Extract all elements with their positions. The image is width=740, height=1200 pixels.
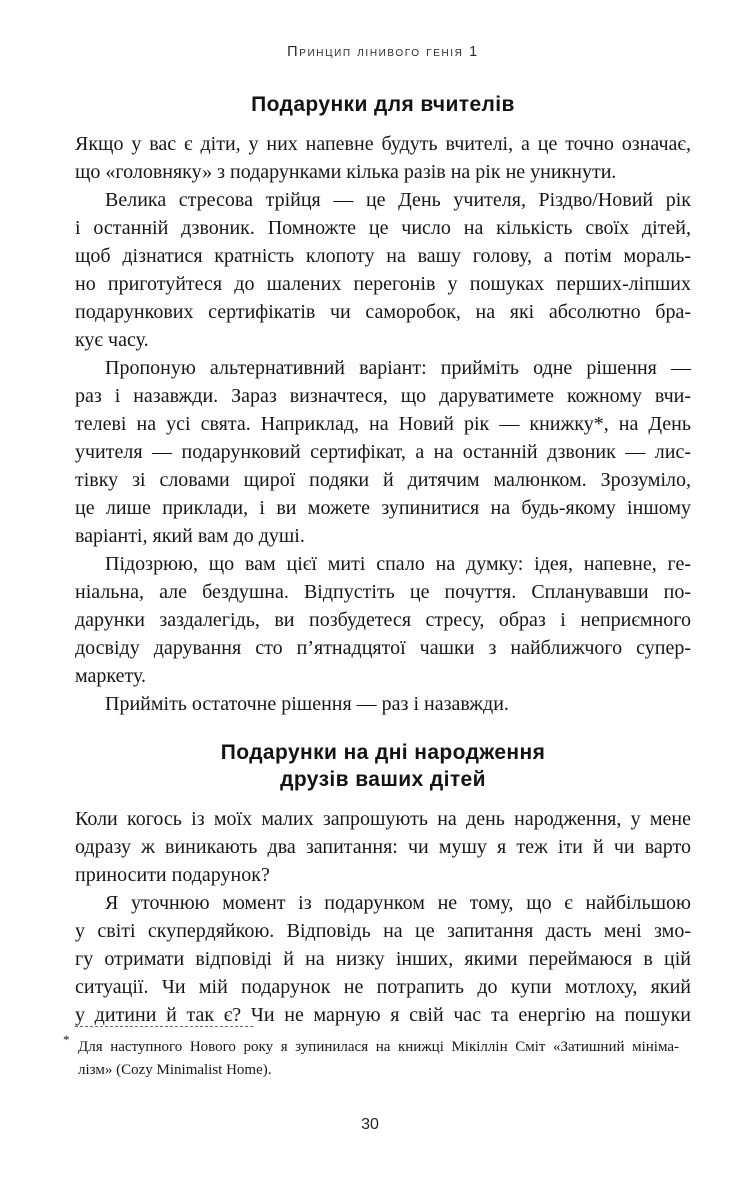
running-head: Принцип лінивого генія 1: [287, 44, 479, 60]
footnote-marker: *: [63, 1032, 70, 1047]
page-number: 30: [361, 1116, 379, 1133]
text-line: тівку зі словами щирої подяки й дитячим малюнком. Зрозуміло,: [75, 469, 691, 491]
text-line: ніальна, але бездушна. Відпустіть це почуття. Спланувавши по-: [75, 581, 691, 603]
text-line: Велика стресова трійця — це День учителя, Різдво/Новий рік: [105, 189, 691, 211]
section-heading-line: Подарунки на дні народження: [220, 741, 546, 764]
text-line: учителя — подарунковий сертифікат, а на останній дзвоник — лис-: [75, 441, 691, 463]
section-heading: [75, 739, 691, 793]
text-line: і останній дзвоник. Помножте це число на кількість своїх дітей,: [75, 217, 691, 239]
text-line: одразу ж виникають два запитання: чи мушу я теж іти й чи варто: [75, 836, 691, 858]
text-line: телеві на усі свята. Наприклад, на Новий рік — книжку*, на День: [75, 413, 691, 435]
footnote-line: лізм» (Cozy Minimalist Home).: [78, 1062, 272, 1078]
text-line: приносити подарунок?: [75, 864, 270, 886]
text-line: дарунки заздалегідь, ви позбудетеся стресу, образ і неприємного: [75, 609, 691, 631]
footnote-line: Для наступного Нового року я зупинилася на книжці Мікіллін Сміт «Затишний мініма-: [78, 1039, 679, 1055]
text-line: гу отримати відповіді й на низку інших, якими переймаюся в цій: [75, 948, 691, 970]
section-heading-line: Подарунки для вчителів: [251, 93, 515, 116]
paragraph: [75, 354, 691, 550]
footnote-separator: [75, 1026, 253, 1027]
text-line: Підозрюю, що вам цієї миті спало на думку: ідея, напевне, ге-: [105, 553, 691, 575]
text-line: у світі скупердяйкою. Відповідь на це запитання дасть мені змо-: [75, 920, 691, 942]
text-line: раз і назавжди. Зараз визначтеся, що даруватимете кожному вчи-: [75, 385, 691, 407]
text-line: маркету.: [75, 665, 146, 687]
text-line: Я уточнюю момент із подарунком не тому, що є найбільшою: [105, 892, 691, 914]
paragraph: [75, 130, 691, 186]
text-line: подарункових сертифікатів чи саморобок, на які абсолютно бра-: [75, 301, 691, 323]
text-line: ситуації. Чи мій подарунок не потрапить до купи мотлоху, який: [75, 976, 691, 998]
text-line: но приготуйтеся до шалених перегонів у пошуках перших-ліпших: [75, 273, 691, 295]
section-heading: [75, 91, 691, 118]
paragraph: [75, 889, 691, 1029]
text-line: досвіду дарування сто п’ятнадцятої чашки з найближчого супер-: [75, 637, 691, 659]
paragraph: [75, 805, 691, 889]
text-line: у дитини й так є? Чи не марную я свій час та енергію на пошуки: [75, 1004, 691, 1026]
text-line: варіанті, який вам до душі.: [75, 525, 305, 547]
paragraph: [75, 690, 691, 718]
page-content: [75, 91, 691, 1029]
section-heading-line: друзів ваших дітей: [280, 768, 486, 791]
text-line: Прийміть остаточне рішення — раз і назавжди.: [105, 693, 509, 715]
text-line: Пропоную альтернативний варіант: прийміть одне рішення —: [105, 357, 691, 379]
text-line: Коли когось із моїх малих запрошують на день народження, у мене: [75, 808, 691, 830]
footnote: [63, 1026, 679, 1082]
footnote-body: [63, 1032, 679, 1082]
text-line: це лише приклади, і ви можете зупинитися на будь-якому іншому: [75, 497, 691, 519]
text-line: що «головняку» з подарунками кілька разів на рік не уникнути.: [75, 161, 617, 183]
text-line: Якщо у вас є діти, у них напевне будуть вчителі, а це точно означає,: [75, 133, 691, 155]
text-line: кує часу.: [75, 329, 149, 351]
paragraph: [75, 186, 691, 354]
text-line: щоб дізнатися кратність клопоту на вашу голову, а потім мораль-: [75, 245, 691, 267]
footnote-text: [78, 1036, 679, 1082]
paragraph: [75, 550, 691, 690]
